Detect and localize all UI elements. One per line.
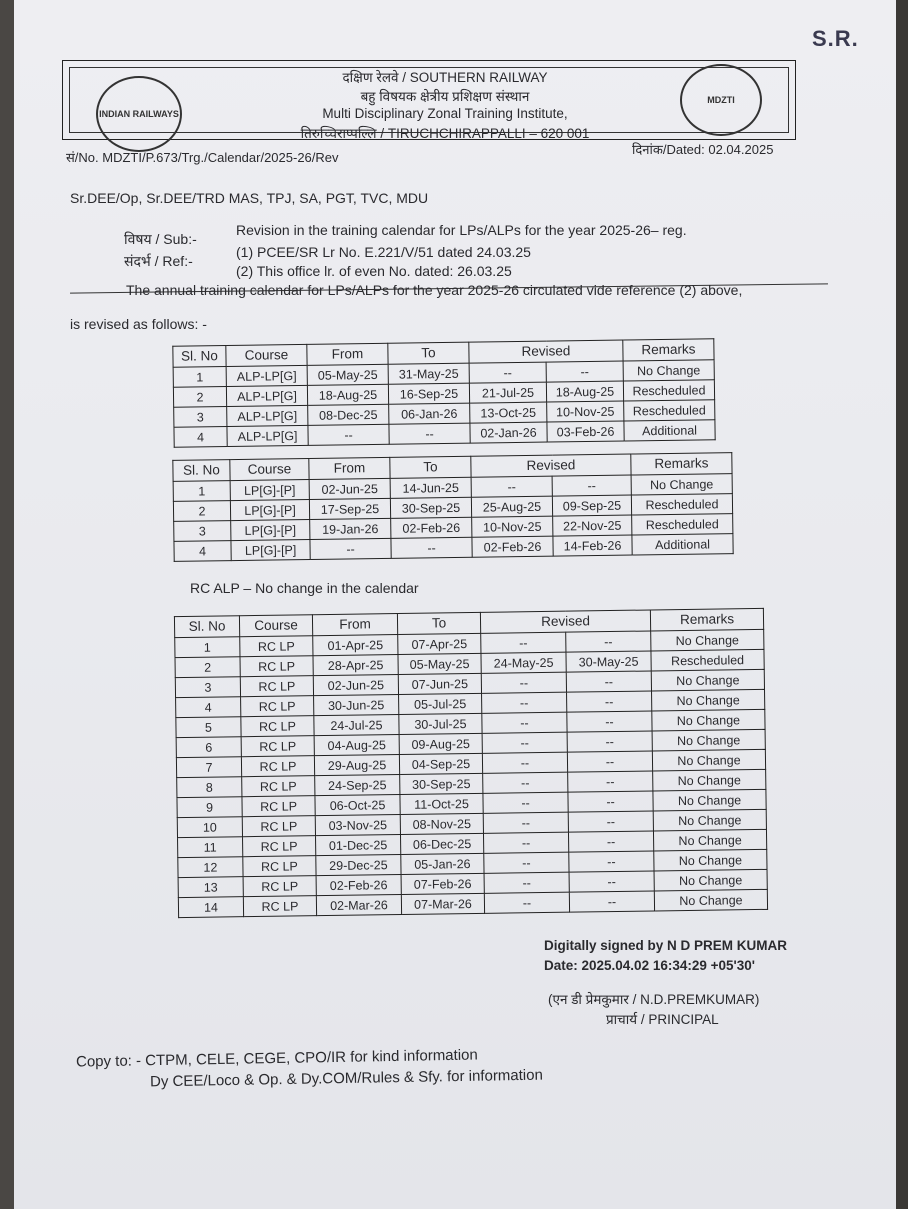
cell-course: RC LP [243, 856, 316, 877]
cell-sl-no: 11 [178, 837, 243, 858]
cell-revised-from: -- [469, 362, 546, 383]
signatory-title: प्राचार्य / PRINCIPAL [606, 1012, 719, 1027]
cell-revised-from: -- [482, 732, 567, 753]
cell-course: RC LP [243, 896, 316, 917]
cell-from: 18-Aug-25 [307, 384, 388, 405]
cell-course: ALP-LP[G] [226, 365, 307, 386]
cell-revised-from: -- [481, 672, 566, 693]
cell-remarks: No Change [653, 809, 766, 831]
cell-revised-from: 25-Aug-25 [471, 496, 552, 517]
cell-remarks: Rescheduled [624, 400, 715, 421]
cell-revised-to: -- [567, 711, 652, 732]
cell-revised-from: 13-Oct-25 [470, 402, 547, 423]
cell-from: 30-Jun-25 [314, 695, 399, 716]
col-header-sl-no: Sl. No [173, 460, 230, 482]
cell-to: 11-Oct-25 [400, 793, 483, 814]
cell-sl-no: 3 [174, 407, 227, 428]
cell-revised-from: -- [484, 872, 569, 893]
cell-revised-to: -- [566, 671, 651, 692]
addressee: Sr.DEE/Op, Sr.DEE/TRD MAS, TPJ, SA, PGT, TVC, MDU [70, 190, 429, 206]
cell-course: RC LP [240, 676, 313, 697]
cell-to: 07-Jun-25 [398, 673, 481, 694]
cell-to: 07-Mar-26 [401, 893, 484, 914]
cell-revised-to: 30-May-25 [566, 651, 651, 672]
col-header-to: To [388, 342, 469, 364]
cell-sl-no: 2 [175, 657, 240, 678]
cell-revised-from: -- [481, 632, 566, 653]
cell-revised-from: -- [482, 752, 567, 773]
cell-revised-to: -- [552, 475, 631, 496]
cell-to: -- [389, 423, 470, 444]
cell-sl-no: 2 [173, 387, 226, 408]
cell-sl-no: 4 [174, 541, 231, 562]
cell-revised-from: -- [483, 812, 568, 833]
col-header-sl-no: Sl. No [173, 346, 226, 368]
cell-sl-no: 14 [178, 897, 243, 918]
cell-to: 30-Sep-25 [390, 497, 471, 518]
cell-to: 06-Jan-26 [389, 403, 470, 424]
col-header-remarks: Remarks [631, 453, 732, 475]
cell-sl-no: 2 [173, 501, 230, 522]
cell-sl-no: 1 [173, 367, 226, 388]
cell-from: 02-Jun-25 [309, 478, 390, 499]
cell-course: LP[G]-[P] [230, 500, 309, 521]
cell-revised-to: -- [569, 851, 654, 872]
cell-from: 03-Nov-25 [315, 814, 400, 835]
cell-to: -- [391, 537, 472, 558]
cell-course: RC LP [241, 736, 314, 757]
document-page [14, 0, 896, 1209]
cell-to: 08-Nov-25 [400, 813, 483, 834]
page-edge [896, 0, 908, 1209]
cell-revised-to: -- [546, 361, 623, 382]
cell-to: 16-Sep-25 [388, 383, 469, 404]
cell-course: RC LP [242, 796, 315, 817]
cell-remarks: Rescheduled [631, 494, 732, 515]
cell-course: RC LP [240, 656, 313, 677]
cell-remarks: Rescheduled [651, 649, 764, 671]
alp-lp-table [172, 338, 715, 448]
subject-label: विषय / Sub:- [124, 231, 197, 247]
cell-to: 06-Dec-25 [400, 833, 483, 854]
col-header-revised: Revised [469, 340, 623, 363]
cell-remarks: No Change [653, 789, 766, 811]
cell-from: 08-Dec-25 [308, 404, 389, 425]
cell-revised-to: -- [569, 871, 654, 892]
cell-revised-to: 09-Sep-25 [552, 495, 631, 516]
cell-to: 05-May-25 [398, 653, 481, 674]
cell-remarks: No Change [651, 669, 764, 691]
cell-remarks: No Change [652, 689, 765, 711]
cell-revised-from: -- [471, 476, 552, 497]
header-line-2: बहु विषयक क्षेत्रीय प्रशिक्षण संस्थान [360, 89, 530, 104]
signatory-name: (एन डी प्रेमकुमार / N.D.PREMKUMAR) [548, 992, 760, 1007]
cell-to: 31-May-25 [388, 363, 469, 384]
header-line-3: Multi Disciplinary Zonal Training Institute, [322, 106, 568, 121]
header-line-4: तिरुच्चिराप्पल्लि / TIRUCHCHIRAPPALLI – 620 001 [300, 126, 590, 141]
cell-from: 02-Feb-26 [316, 874, 401, 895]
cell-remarks: No Change [651, 629, 764, 651]
digital-signature-line-1: Digitally signed by N D PREM KUMAR [544, 938, 788, 953]
logo-left-text: INDIAN RAILWAYS [99, 109, 179, 119]
col-header-from: From [312, 614, 397, 636]
header-line-1: दक्षिण रेलवे / SOUTHERN RAILWAY [342, 70, 548, 85]
cell-course: RC LP [242, 816, 315, 837]
cell-course: LP[G]-[P] [230, 480, 309, 501]
copy-to-line-1: Copy to: - CTPM, CELE, CEGE, CPO/IR for kind information [75, 1046, 478, 1071]
cell-course: LP[G]-[P] [231, 520, 310, 541]
cell-from: 01-Dec-25 [315, 834, 400, 855]
col-header-revised: Revised [480, 610, 650, 633]
copy-to-line-2: Dy CEE/Loco & Op. & Dy.COM/Rules & Sfy. for information [149, 1066, 544, 1091]
cell-to: 07-Apr-25 [398, 633, 481, 654]
indian-railways-logo [96, 76, 182, 152]
col-header-remarks: Remarks [623, 339, 714, 361]
cell-from: 02-Jun-25 [313, 675, 398, 696]
cell-from: 04-Aug-25 [314, 735, 399, 756]
cell-from: 24-Jul-25 [314, 715, 399, 736]
col-header-remarks: Remarks [650, 608, 763, 631]
cell-to: 30-Sep-25 [400, 773, 483, 794]
dated: दिनांक/Dated: 02.04.2025 [632, 142, 774, 157]
cell-from: 24-Sep-25 [315, 774, 400, 795]
cell-from: 06-Oct-25 [315, 794, 400, 815]
cell-revised-from: 21-Jul-25 [469, 382, 546, 403]
cell-remarks: No Change [631, 474, 732, 495]
lp-passenger-table [172, 452, 733, 562]
cell-revised-to: 03-Feb-26 [547, 421, 624, 442]
reference-2: (2) This office lr. of even No. dated: 26.03.25 [236, 263, 512, 279]
intro-line-1: The annual training calendar for LPs/ALPs for the year 2025-26 circulated vide reference (2) above, [126, 282, 743, 298]
cell-revised-to: -- [566, 631, 651, 652]
cell-from: 28-Apr-25 [313, 655, 398, 676]
col-header-from: From [309, 457, 390, 479]
cell-sl-no: 4 [174, 427, 227, 448]
cell-remarks: Additional [624, 420, 715, 441]
cell-course: RC LP [243, 876, 316, 897]
cell-course: ALP-LP[G] [227, 405, 308, 426]
intro-line-2: is revised as follows: - [70, 316, 207, 332]
cell-remarks: No Change [653, 769, 766, 791]
cell-remarks: No Change [652, 709, 765, 731]
cell-revised-to: -- [567, 691, 652, 712]
cell-revised-from: 10-Nov-25 [472, 516, 553, 537]
cell-sl-no: 10 [177, 817, 242, 838]
col-header-course: Course [226, 344, 307, 366]
cell-sl-no: 8 [177, 777, 242, 798]
cell-revised-to: 18-Aug-25 [546, 381, 623, 402]
cell-course: RC LP [241, 716, 314, 737]
cell-sl-no: 6 [176, 737, 241, 758]
cell-to: 05-Jan-26 [401, 853, 484, 874]
col-header-to: To [397, 612, 480, 634]
cell-revised-to: -- [569, 891, 654, 912]
cell-remarks: No Change [654, 849, 767, 871]
cell-sl-no: 7 [176, 757, 241, 778]
cell-remarks: Additional [632, 534, 733, 555]
cell-from: -- [308, 424, 389, 445]
cell-revised-from: 02-Jan-26 [470, 422, 547, 443]
col-header-course: Course [230, 459, 309, 481]
cell-remarks: No Change [652, 749, 765, 771]
cell-course: RC LP [243, 836, 316, 857]
cell-remarks: No Change [623, 360, 714, 381]
cell-course: RC LP [242, 776, 315, 797]
cell-revised-to: 14-Feb-26 [553, 535, 632, 556]
cell-revised-to: -- [568, 771, 653, 792]
col-header-to: To [390, 456, 471, 478]
cell-revised-from: -- [484, 892, 569, 913]
cell-revised-from: -- [482, 712, 567, 733]
cell-sl-no: 13 [178, 877, 243, 898]
cell-to: 30-Jul-25 [399, 713, 482, 734]
cell-from: -- [310, 538, 391, 559]
cell-revised-to: -- [567, 751, 652, 772]
cell-remarks: Rescheduled [632, 514, 733, 535]
cell-course: LP[G]-[P] [231, 540, 310, 561]
mdzti-logo [680, 64, 762, 136]
cell-to: 05-Jul-25 [399, 693, 482, 714]
cell-course: RC LP [241, 696, 314, 717]
cell-from: 19-Jan-26 [310, 518, 391, 539]
reference-label: संदर्भ / Ref:- [124, 253, 193, 269]
cell-remarks: Rescheduled [623, 380, 714, 401]
cell-from: 29-Aug-25 [314, 754, 399, 775]
col-header-from: From [307, 343, 388, 365]
cell-remarks: No Change [654, 869, 767, 891]
sr-mark: S.R. [812, 26, 859, 51]
cell-sl-no: 1 [173, 481, 230, 502]
cell-to: 07-Feb-26 [401, 873, 484, 894]
cell-to: 09-Aug-25 [399, 733, 482, 754]
cell-revised-to: 22-Nov-25 [553, 515, 632, 536]
cell-course: RC LP [241, 756, 314, 777]
cell-revised-to: 10-Nov-25 [547, 401, 624, 422]
col-header-revised: Revised [471, 454, 631, 477]
subject-text: Revision in the training calendar for LPs/ALPs for the year 2025-26– reg. [236, 222, 687, 238]
cell-revised-from: -- [483, 792, 568, 813]
cell-remarks: No Change [653, 829, 766, 851]
cell-revised-from: -- [482, 692, 567, 713]
col-header-course: Course [239, 615, 312, 637]
cell-sl-no: 12 [178, 857, 243, 878]
cell-sl-no: 4 [176, 697, 241, 718]
cell-revised-from: 24-May-25 [481, 652, 566, 673]
cell-revised-to: -- [568, 811, 653, 832]
cell-sl-no: 5 [176, 717, 241, 738]
cell-revised-from: 02-Feb-26 [472, 536, 553, 557]
cell-from: 29-Dec-25 [316, 854, 401, 875]
reference-number: सं/No. MDZTI/P.673/Trg./Calendar/2025-26/Rev [66, 150, 339, 165]
cell-from: 01-Apr-25 [313, 635, 398, 656]
cell-course: ALP-LP[G] [227, 425, 308, 446]
rc-alp-note: RC ALP – No change in the calendar [190, 580, 419, 596]
cell-revised-to: -- [568, 831, 653, 852]
cell-from: 05-May-25 [307, 364, 388, 385]
cell-revised-from: -- [483, 772, 568, 793]
cell-sl-no: 3 [174, 521, 231, 542]
cell-revised-from: -- [484, 852, 569, 873]
cell-remarks: No Change [654, 889, 767, 911]
col-header-sl-no: Sl. No [174, 616, 239, 638]
rc-lp-table [174, 608, 768, 918]
cell-to: 04-Sep-25 [399, 753, 482, 774]
reference-1: (1) PCEE/SR Lr No. E.221/V/51 dated 24.03.25 [236, 244, 531, 260]
cell-remarks: No Change [652, 729, 765, 751]
cell-to: 14-Jun-25 [390, 477, 471, 498]
cell-revised-from: -- [483, 832, 568, 853]
cell-to: 02-Feb-26 [391, 517, 472, 538]
cell-revised-to: -- [567, 731, 652, 752]
cell-from: 02-Mar-26 [316, 894, 401, 915]
digital-signature-line-2: Date: 2025.04.02 16:34:29 +05'30' [544, 958, 755, 973]
cell-sl-no: 1 [175, 637, 240, 658]
cell-revised-to: -- [568, 791, 653, 812]
logo-right-text: MDZTI [707, 95, 735, 105]
cell-sl-no: 3 [175, 677, 240, 698]
cell-course: ALP-LP[G] [226, 385, 307, 406]
cell-course: RC LP [240, 636, 313, 657]
cell-from: 17-Sep-25 [309, 498, 390, 519]
cell-sl-no: 9 [177, 797, 242, 818]
